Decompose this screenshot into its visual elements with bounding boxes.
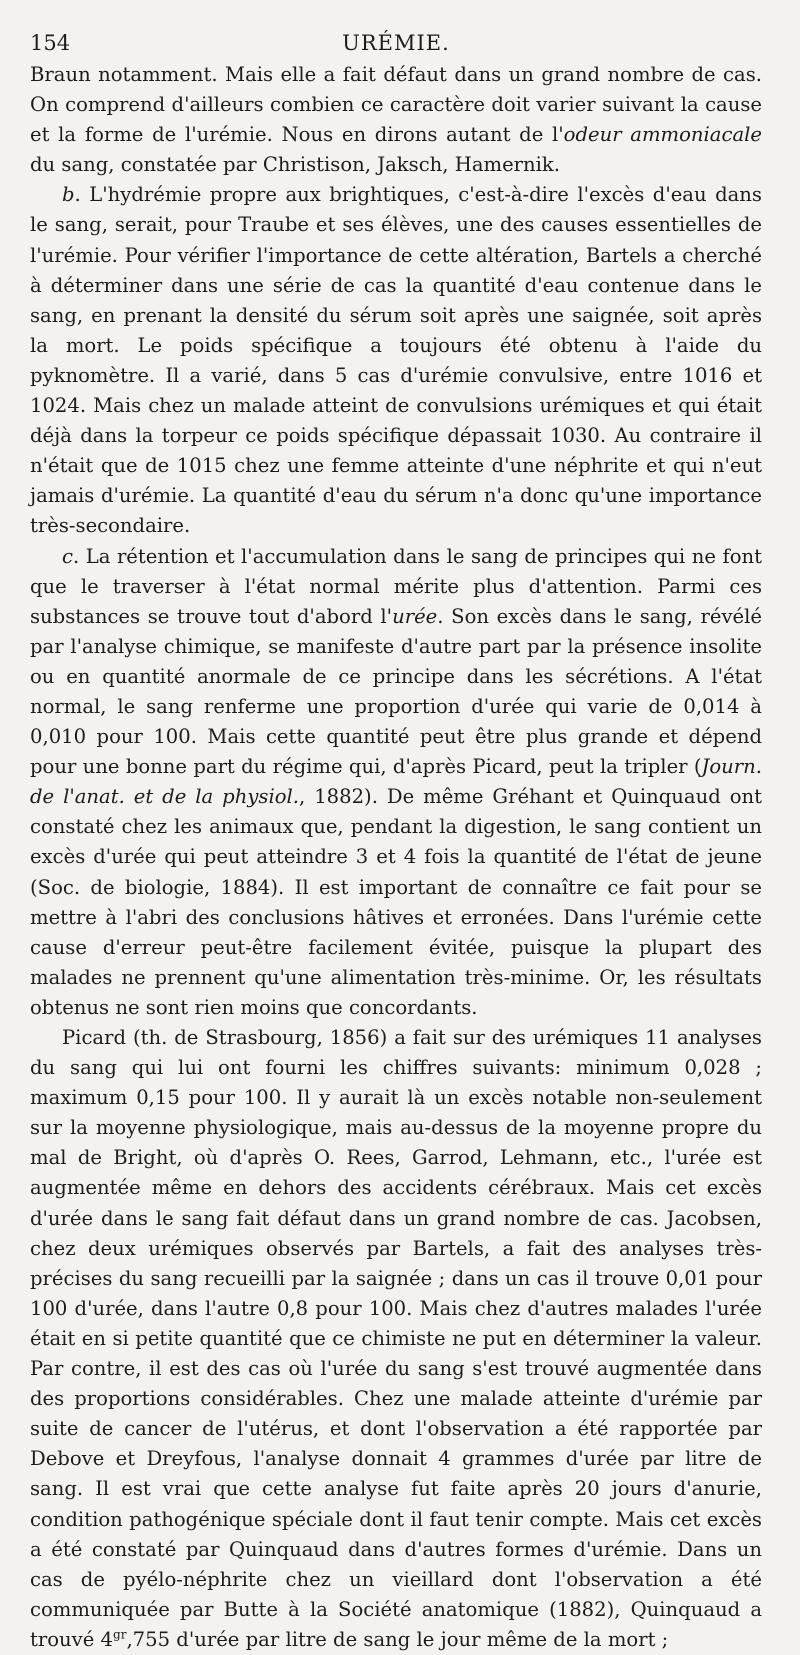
- paragraph: [30, 180, 762, 541]
- paragraph: [30, 542, 762, 1024]
- text-run: Picard (th. de Strasbourg, 1856) a fait sur des urémiques 11 analyses du sang qui lui ont fourni les chiffres suivants: minimum 0,028 ; maximum 0,15 pour 100. Il y aurait là un excès notable non-seulement sur la moyenne physiologique, mais au-dessus de la moyenne propre du mal de Bright, où d'après O. Rees, Garrod, Lehmann, etc., l'urée est augmentée même en dehors des accidents cérébraux. Mais cet excès d'urée dans le sang fait défaut dans un grand nombre de cas. Jacobsen, chez deux urémiques observés par Bartels, a fait des analyses très-précises du sang recueilli par la saignée ; dans un cas il trouve 0,01 pour 100 d'urée, dans l'autre 0,8 pour 100. Mais chez d'autres malades l'urée était en si petite quantité que ce chimiste ne put en déterminer la valeur. Par contre, il est des cas où l'urée du sang s'est trouvé augmentée dans des proportions considérables. Chez une malade atteinte d'urémie par suite de cancer de l'utérus, et dont l'observation a été rapportée par Debove et Dreyfous, l'analyse donnait 4 grammes d'urée par litre de sang. Il est vrai que cette analyse fut faite après 20 jours d'anurie, condition pathogénique spéciale dont il faut tenir compte. Mais cet excès a été constaté par Quinquaud dans d'autres formes d'urémie. Dans un cas de pyélo-néphrite chez un vieillard dont l'observation a été communiquée par Butte à la Société anatomique (1882), Quinquaud a trouvé 4: [30, 1026, 762, 1651]
- italic-text: b: [62, 183, 75, 207]
- italic-text: Journ. de l'anat. et de la physiol.: [30, 755, 762, 809]
- page-header: [30, 26, 762, 60]
- running-title: URÉMIE.: [342, 31, 450, 55]
- italic-text: odeur ammoniacale: [563, 123, 762, 147]
- text-run: , 1882). De même Gréhant et Quinquaud ont constaté chez les animaux que, pendant la digestion, le sang contient un excès d'urée qui peut atteindre 3 et 4 fois la quantité de l'état de jeune (Soc. de biologie, 1884). Il est important de connaître ce fait pour se mettre à l'abri des conclusions hâtives et erronées. Dans l'urémie cette cause d'erreur peut-être facilement évitée, puisque la plupart des malades ne prennent qu'une alimentation très-minime. Or, les résultats obtenus ne sont rien moins que concordants.: [30, 785, 762, 1019]
- text-run: Braun notamment. Mais elle a fait défaut dans un grand nombre de cas. On comprend d'ailleurs combien ce caractère doit varier suivant la cause et la forme de l'urémie. Nous en dirons autant de l': [30, 63, 762, 147]
- text-run: ,755 d'urée par litre de sang le jour même de la mort ;: [126, 1627, 669, 1651]
- paragraph: [30, 60, 762, 180]
- italic-text: urée: [392, 604, 438, 628]
- text-run: du sang, constatée par Christison, Jaksch, Hamernik.: [30, 153, 561, 177]
- paragraph: [30, 1023, 762, 1655]
- body-text: [30, 60, 762, 1655]
- text-run: . L'hydrémie propre aux brightiques, c'est-à-dire l'excès d'eau dans le sang, serait, pour Traube et ses élèves, une des causes essentielles de l'urémie. Pour vérifier l'importance de cette altération, Bartels a cherché à déterminer dans une série de cas la quantité d'eau contenue dans le sang, en prenant la densité du sérum soit après une saignée, soit après la mort. Le poids spécifique a toujours été obtenu à l'aide du pyknomètre. Il a varié, dans 5 cas d'urémie convulsive, entre 1016 et 1024. Mais chez un malade atteint de convulsions urémiques et qui était déjà dans la torpeur ce poids spécifique dépassait 1030. Au contraire il n'était que de 1015 chez une femme atteinte d'une néphrite et qui n'eut jamais d'urémie. La quantité d'eau du sérum n'a donc qu'une importance très-secondaire.: [30, 183, 762, 538]
- text-run: . La rétention et l'accumulation dans le sang de principes qui ne font que le traverser à l'état normal mérite plus d'attention. Parmi ces substances se trouve tout d'abord l': [30, 544, 762, 628]
- italic-text: c: [62, 544, 73, 568]
- text-run: . Son excès dans le sang, révélé par l'analyse chimique, se manifeste d'autre part par la présence insolite ou en quantité anormale de ce principe dans les sécrétions. A l'état normal, le sang renferme une proportion d'urée qui varie de 0,014 à 0,010 pour 100. Mais cette quantité peut être plus grande et dépend pour une bonne part du régime qui, d'après Picard, peut la tripler (: [30, 604, 762, 779]
- superscript-unit: gr: [113, 1627, 127, 1642]
- page-number: 154: [30, 31, 71, 55]
